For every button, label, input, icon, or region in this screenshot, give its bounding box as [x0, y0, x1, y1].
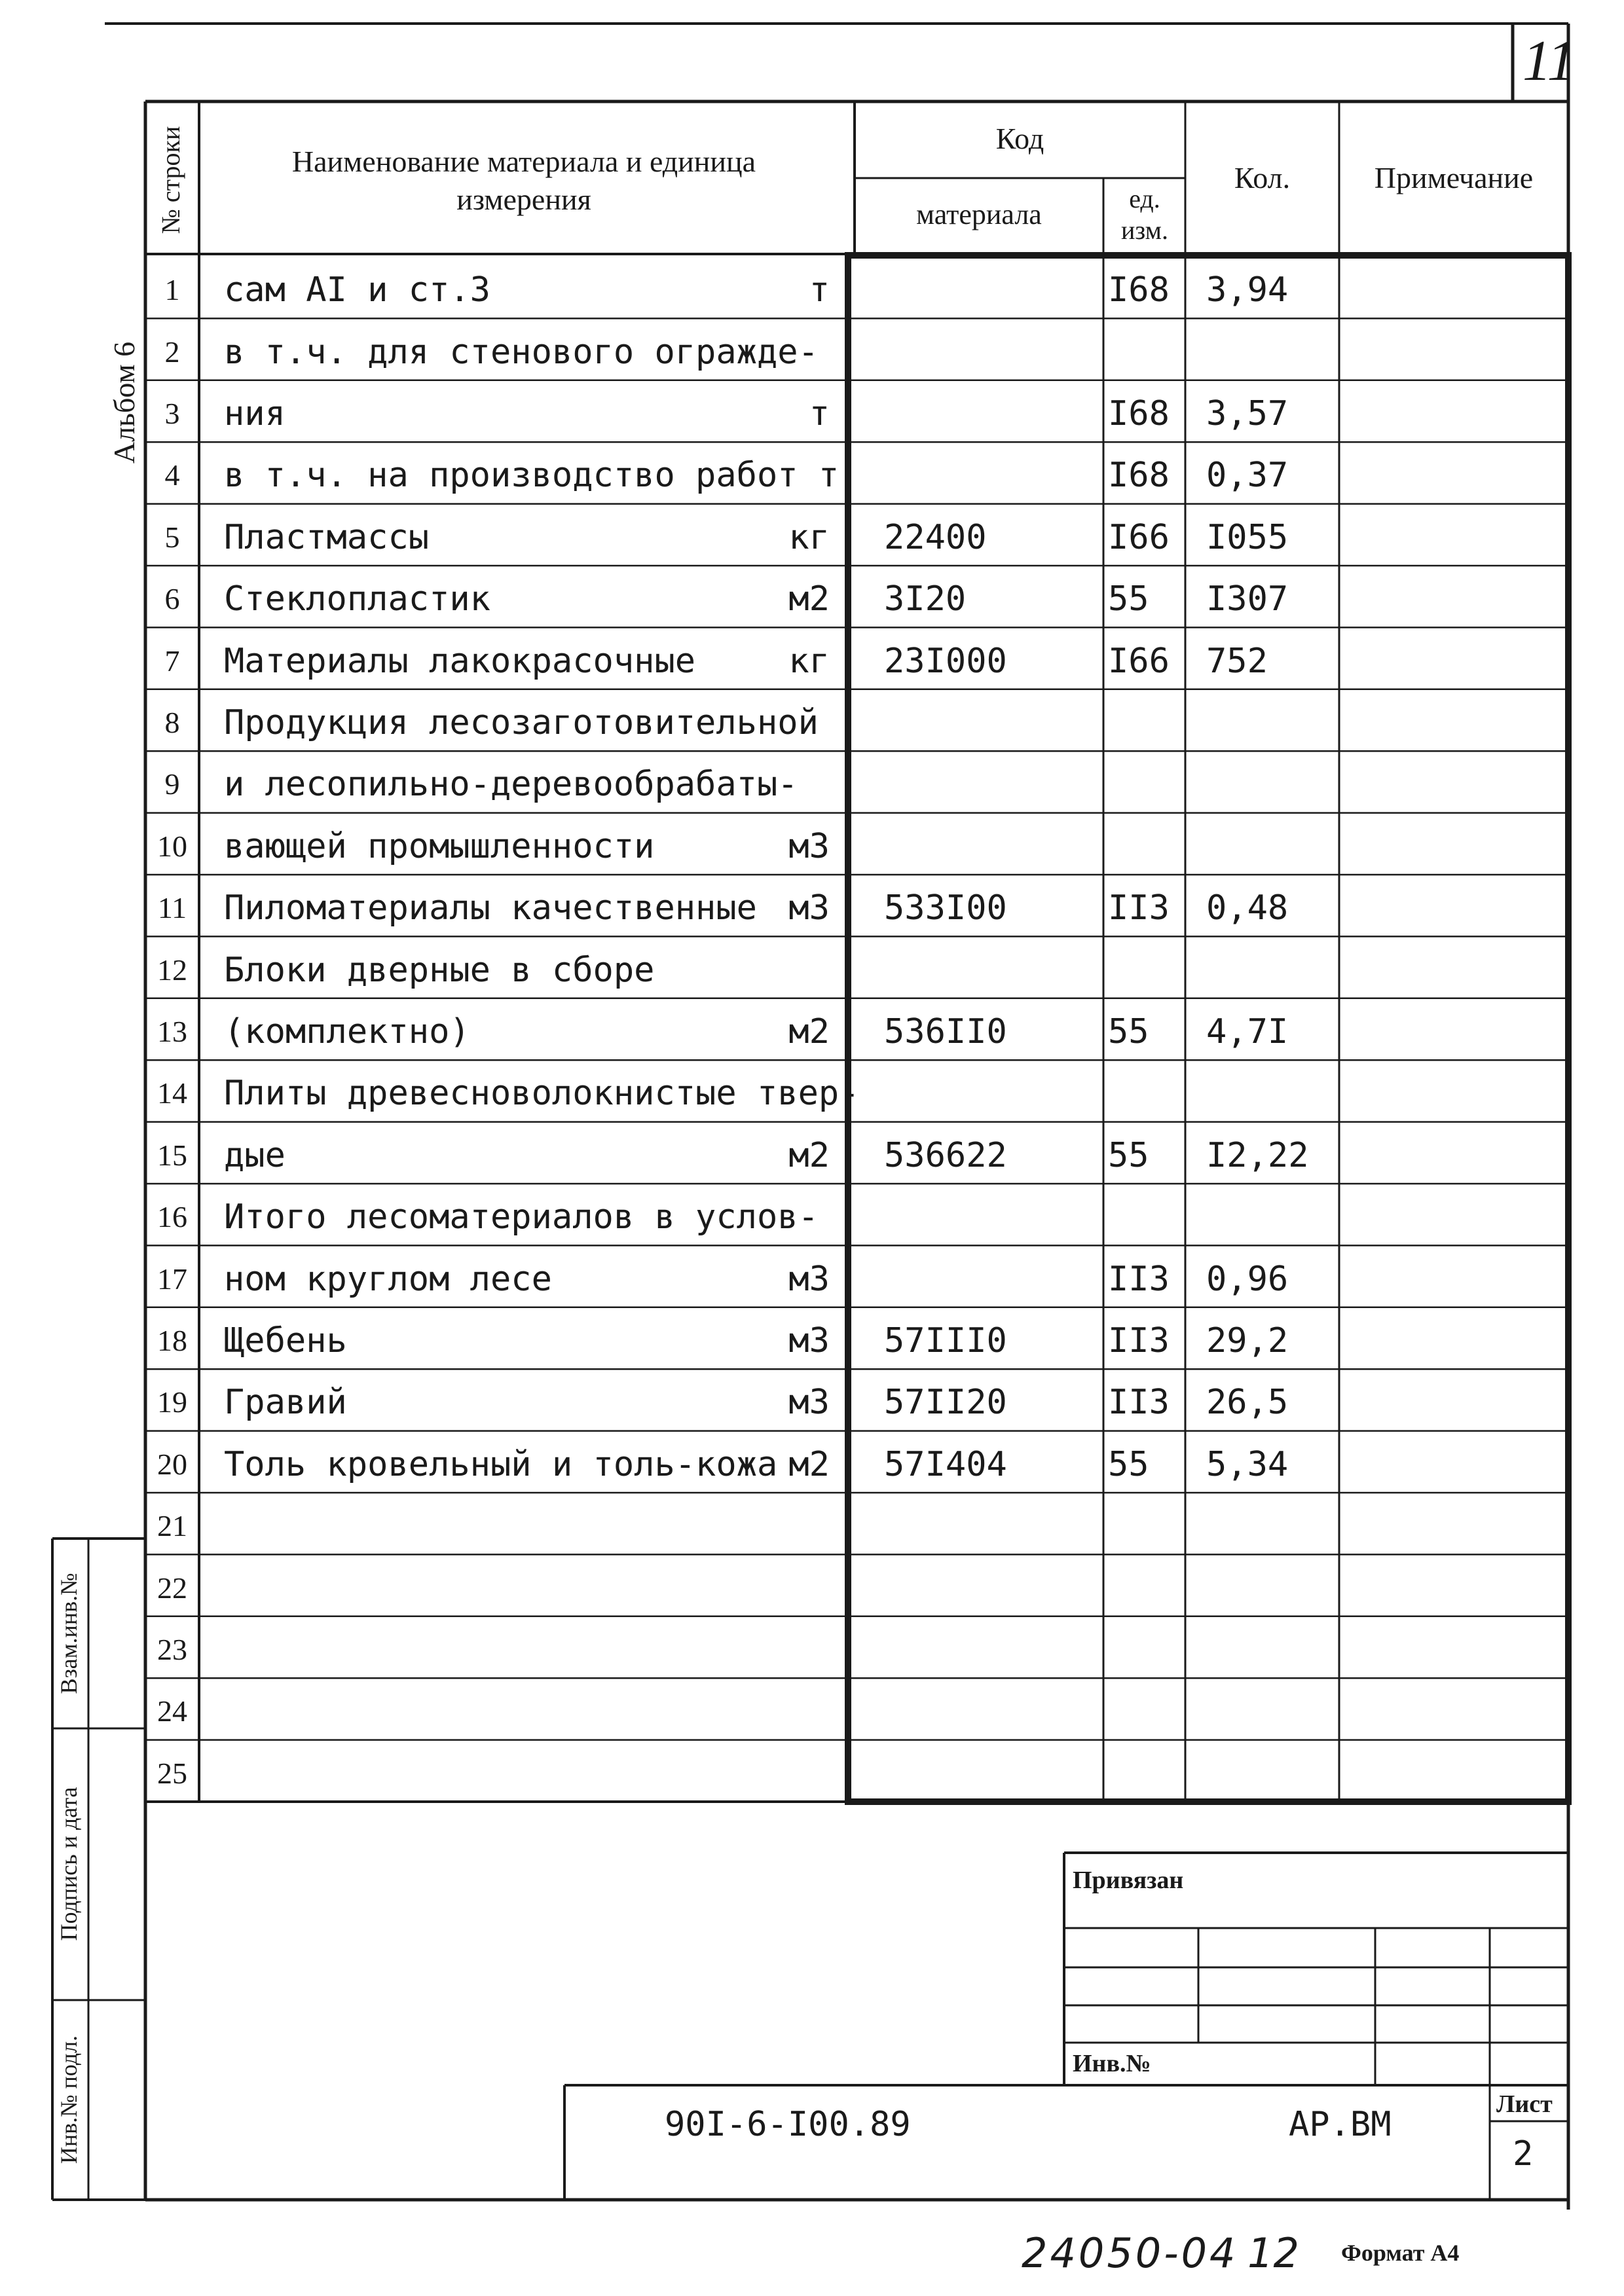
- row-material-code: 57III0: [884, 1321, 1007, 1360]
- row-number: 12: [157, 953, 187, 987]
- row-unit: м3: [788, 888, 830, 928]
- row-name: (комплектно): [224, 1012, 470, 1051]
- row-number: 22: [157, 1571, 187, 1605]
- row-unit: кг: [788, 641, 830, 681]
- row-quantity: I307: [1206, 579, 1289, 619]
- row-unit-code: 55: [1108, 1135, 1149, 1175]
- row-number: 1: [164, 273, 180, 307]
- row-material-code: 3I20: [884, 579, 967, 619]
- row-number: 15: [157, 1138, 187, 1172]
- row-number: 19: [157, 1385, 187, 1419]
- row-number: 20: [157, 1447, 187, 1481]
- row-number: 18: [157, 1324, 187, 1357]
- row-unit: м2: [788, 1444, 830, 1484]
- row-name: Итого лесоматериалов в услов-: [224, 1197, 819, 1237]
- stamp-sheet-number: 2: [1513, 2134, 1534, 2174]
- row-material-code: 533I00: [884, 888, 1007, 928]
- row-number: 14: [157, 1076, 187, 1110]
- row-quantity: 0,37: [1206, 456, 1289, 496]
- row-name: Блоки дверные в сборе: [224, 950, 655, 990]
- header-material-code: материала: [916, 198, 1042, 230]
- header-code: Код: [995, 122, 1044, 155]
- strip-signature-date: Подпись и дата: [56, 1787, 82, 1941]
- row-number: 3: [164, 397, 180, 430]
- header-row-number: № строки: [156, 126, 185, 234]
- row-unit-code: 55: [1108, 579, 1149, 619]
- row-number: 4: [164, 458, 180, 492]
- row-unit: т: [809, 394, 830, 433]
- footer-format: Формат А4: [1341, 2240, 1460, 2266]
- row-unit-code: I68: [1108, 394, 1170, 433]
- row-quantity: 3,94: [1206, 270, 1289, 310]
- row-unit: м2: [788, 1012, 830, 1051]
- header-name: Наименование материала и единица измерения: [291, 145, 756, 216]
- row-number: 7: [164, 644, 180, 678]
- strip-inv-original: Инв.№ подл.: [56, 2035, 82, 2164]
- row-name: и лесопильно-деревообрабаты-: [224, 765, 798, 805]
- row-name: Продукция лесозаготовительной: [224, 703, 819, 742]
- row-quantity: I2,22: [1206, 1135, 1309, 1175]
- row-unit-code: I68: [1108, 270, 1170, 310]
- row-name: Пластмассы: [224, 517, 430, 557]
- row-unit-code: II3: [1108, 1259, 1170, 1299]
- row-quantity: 26,5: [1206, 1383, 1289, 1423]
- row-number: 25: [157, 1756, 187, 1790]
- stamp-sheet-label: Лист: [1496, 2090, 1553, 2118]
- row-quantity: 0,48: [1206, 888, 1289, 928]
- row-unit-code: I66: [1108, 517, 1170, 557]
- row-material-code: 57I404: [884, 1444, 1007, 1484]
- strip-interchange: Взам.инв.№: [56, 1573, 82, 1694]
- row-unit: м2: [788, 1135, 830, 1175]
- row-unit-code: II3: [1108, 1383, 1170, 1423]
- row-name: Пиломатериалы качественные: [224, 888, 757, 928]
- row-name: Стеклопластик: [224, 579, 490, 619]
- row-unit-code: II3: [1108, 888, 1170, 928]
- row-name: в т.ч. на производство работ т: [224, 456, 840, 496]
- footer-handwritten-code: 24050-04: [1022, 2229, 1238, 2277]
- sheet-corner-number: 11: [1522, 29, 1576, 93]
- row-unit-code: I68: [1108, 456, 1170, 496]
- row-quantity: I055: [1206, 517, 1289, 557]
- footer-handwritten-num: 12: [1247, 2229, 1299, 2277]
- row-name: ния: [224, 394, 286, 433]
- row-number: 5: [164, 520, 180, 554]
- album-label: Альбом 6: [107, 341, 141, 464]
- row-unit: м3: [788, 1383, 830, 1423]
- row-name: Толь кровельный и толь-кожа: [224, 1444, 778, 1484]
- row-name: вающей промышленности: [224, 826, 655, 866]
- row-unit-code: II3: [1108, 1321, 1170, 1360]
- row-number: 13: [157, 1015, 187, 1048]
- row-quantity: 4,7I: [1206, 1012, 1289, 1051]
- row-unit: м3: [788, 826, 830, 866]
- row-unit: м3: [788, 1321, 830, 1360]
- stamp-bound-label: Привязан: [1073, 1867, 1184, 1894]
- row-quantity: 29,2: [1206, 1321, 1289, 1360]
- row-number: 21: [157, 1509, 187, 1543]
- row-quantity: 752: [1206, 641, 1268, 681]
- row-unit: м2: [788, 579, 830, 619]
- row-number: 11: [157, 891, 187, 925]
- stamp-inv-label: Инв.№: [1073, 2050, 1151, 2077]
- row-number: 24: [157, 1694, 187, 1728]
- row-quantity: 0,96: [1206, 1259, 1289, 1299]
- row-number: 16: [157, 1200, 187, 1234]
- row-unit-code: I66: [1108, 641, 1170, 681]
- row-number: 2: [164, 335, 180, 369]
- row-unit: м3: [788, 1259, 830, 1299]
- row-name: сам АI и ст.3: [224, 270, 490, 310]
- row-number: 17: [157, 1262, 187, 1296]
- stamp-doc-code: 90I-6-I00.89: [665, 2105, 911, 2144]
- row-material-code: 57II20: [884, 1383, 1007, 1423]
- row-unit: кг: [788, 517, 830, 557]
- row-number: 8: [164, 706, 180, 739]
- row-unit: т: [809, 270, 830, 310]
- row-name: Щебень: [224, 1321, 347, 1360]
- row-unit-code: 55: [1108, 1012, 1149, 1051]
- row-name: Плиты древесноволокнистые твер-: [224, 1074, 860, 1114]
- row-name: Гравий: [224, 1383, 347, 1423]
- row-number: 23: [157, 1633, 187, 1666]
- row-number: 9: [164, 767, 180, 801]
- stamp-doc-suffix: АР.ВМ: [1289, 2105, 1392, 2144]
- row-name: ном круглом лесе: [224, 1259, 552, 1299]
- row-material-code: 536II0: [884, 1012, 1007, 1051]
- header-unit-code: ед. изм.: [1121, 184, 1168, 245]
- row-material-code: 22400: [884, 517, 987, 557]
- row-unit-code: 55: [1108, 1444, 1149, 1484]
- header-quantity: Кол.: [1234, 161, 1291, 194]
- row-name: дые: [224, 1135, 286, 1175]
- row-number: 10: [157, 829, 187, 863]
- row-quantity: 3,57: [1206, 394, 1289, 433]
- row-material-code: 536622: [884, 1135, 1007, 1175]
- row-name: Материалы лакокрасочные: [224, 641, 696, 681]
- row-quantity: 5,34: [1206, 1444, 1289, 1484]
- row-number: 6: [164, 582, 180, 616]
- header-note: Примечание: [1374, 161, 1534, 194]
- row-material-code: 23I000: [884, 641, 1007, 681]
- row-name: в т.ч. для стенового огражде-: [224, 332, 819, 372]
